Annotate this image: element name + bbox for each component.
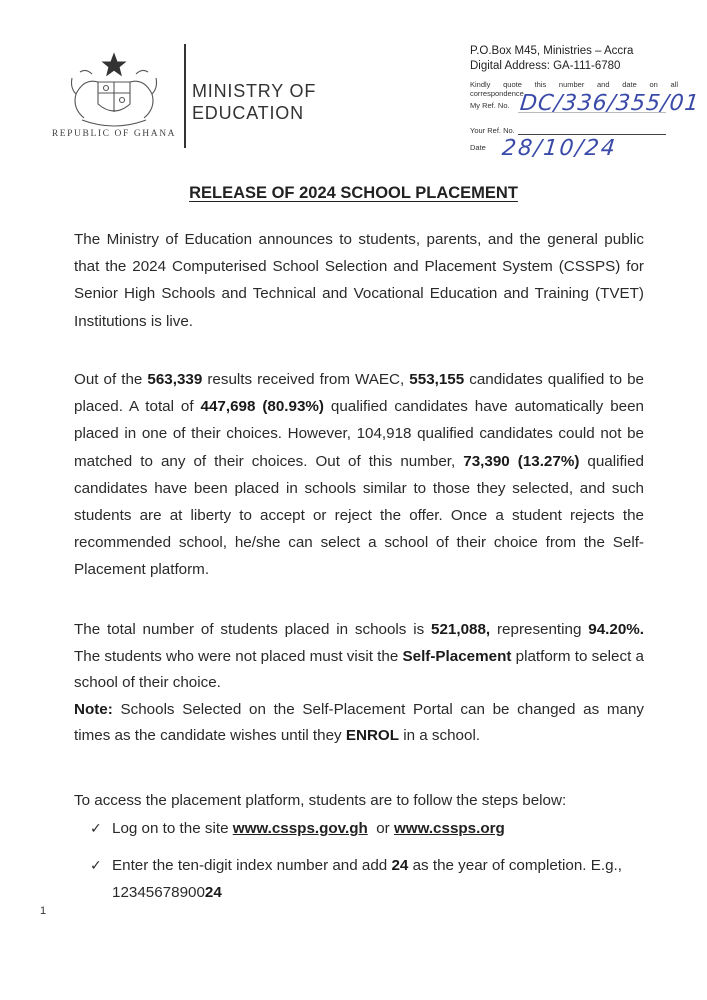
ministry-name-line2: EDUCATION [192, 103, 304, 123]
your-ref-line [518, 134, 666, 135]
step-text [90, 815, 650, 842]
text-run: in a school. [399, 727, 481, 744]
completion-year: 24 [391, 857, 409, 874]
date-handwritten: 28/10/24 [500, 136, 619, 161]
text-run: candidates qualified to be placed. A total of [74, 371, 644, 416]
text-run: results received from WAEC, [202, 371, 410, 388]
step-item [90, 852, 650, 906]
ghana-coat-of-arms-icon [62, 48, 166, 134]
your-ref-label: Your Ref. No. [470, 126, 515, 135]
text-run: as the year of completion. E.g., 12345678900 [112, 857, 622, 902]
text-run: representing [490, 621, 589, 638]
text-run: Enter the ten-digit index number and add [112, 857, 392, 874]
qualified-count: 553,155 [409, 371, 465, 388]
text-run: Out of the [74, 371, 148, 388]
text-run: or [367, 820, 394, 837]
document-title: RELEASE OF 2024 SCHOOL PLACEMENT [189, 184, 518, 202]
text-run: The students who were not placed must visit the [74, 647, 403, 665]
results-count: 563,339 [147, 371, 203, 388]
my-ref-label: My Ref. No. [470, 101, 510, 110]
paragraph-announcement: The Ministry of Education announces to students, parents, and the general public that the 2024 Computerised School Selection and Placement System (CSSPS) for Senior High Schools and Technical and Vocational Education and Training (TVET) Institutions is live. [74, 231, 644, 330]
cssps-gov-link[interactable]: www.cssps.gov.gh [232, 820, 368, 837]
republic-of-ghana-label: REPUBLIC OF GHANA [51, 129, 177, 139]
digital-address: Digital Address: GA-111-6780 [470, 60, 621, 72]
total-percent: 94.20%. [588, 621, 644, 638]
self-placement-platform: Self-Placement [402, 647, 512, 665]
paragraph-statistics [74, 366, 644, 584]
text-run: Schools Selected on the Self-Placement Portal can be changed as many times as the candidate wishes until they [74, 700, 644, 744]
text-run: Log on to the site [112, 820, 233, 837]
date-label: Date [470, 143, 486, 152]
my-ref-handwritten: DC/336/355/01 [518, 91, 701, 116]
ministry-name [192, 80, 316, 124]
po-box: P.O.Box M45, Ministries – Accra [470, 45, 634, 57]
document-title-wrap [0, 184, 707, 203]
quote-instruction: Kindly quote this number and date on all [470, 80, 678, 89]
enrol-keyword: ENROL [345, 727, 399, 744]
similar-placed-count: 73,390 (13.27%) [463, 452, 580, 470]
text-run: qualified candidates have been placed in schools similar to those they selected, and such students are at liberty to accept or reject the offer. Once a student rejects the recommended school, he/she can select a school of their choice from the Self-Placement platform. [74, 452, 644, 579]
page-number: 1 [40, 905, 47, 917]
header-divider [184, 44, 186, 148]
auto-placed-count: 447,698 (80.93%) [200, 398, 324, 416]
total-placed: 521,088, [431, 621, 491, 638]
step-item [90, 815, 650, 842]
ministry-name-line1: MINISTRY OF [192, 81, 317, 101]
example-year-suffix: 24 [204, 884, 222, 902]
text-run: platform to select a school of their choice. [74, 647, 644, 691]
address-block [470, 44, 633, 74]
checkmark-icon: ✓ [90, 820, 102, 836]
paragraph-totals [74, 617, 644, 750]
cssps-org-link[interactable]: www.cssps.org [393, 820, 505, 837]
text-run: qualified candidates have automatically been placed in one of their choices. However, 104,918 qualified candidates could not be matched to any of their choices. Out of this number, [74, 398, 644, 470]
text-run: The total number of students placed in schools is [74, 621, 432, 638]
checkmark-icon: ✓ [90, 857, 102, 873]
note-label: Note: [74, 700, 113, 718]
step-text [90, 852, 650, 906]
quote-instruction-cont: correspondence [470, 89, 524, 98]
paragraph-steps-intro: To access the placement platform, students are to follow the steps below: [74, 792, 567, 809]
